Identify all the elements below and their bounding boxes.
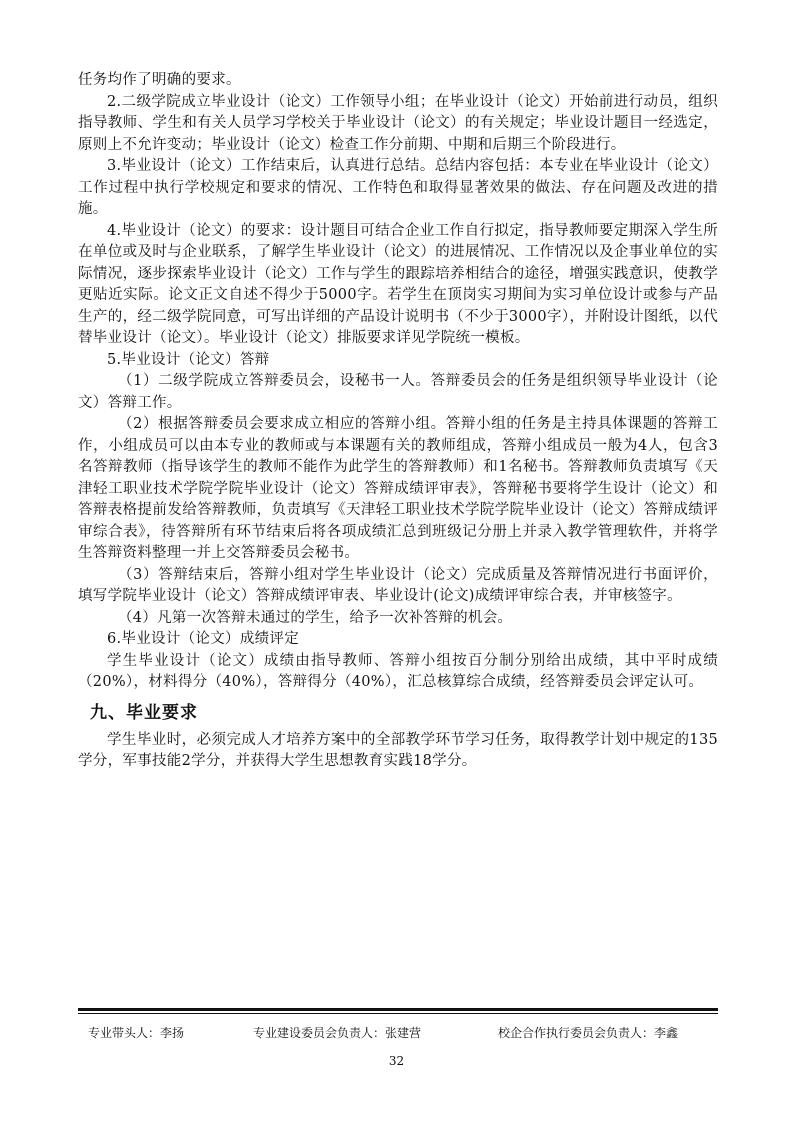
body-paragraph: （1）二级学院成立答辩委员会，设秘书一人。答辩委员会的任务是组织领导毕业设计（论文）答辩工作。 xyxy=(78,373,718,411)
section-heading: 九、毕业要求 xyxy=(90,702,198,723)
body-paragraph: （3）答辩结束后，答辩小组对学生毕业设计（论文）完成质量及答辩情况进行书面评价，填写学院毕业设计（论文）答辩成绩评审表、毕业设计(论文)成绩评审综合表，并审核签字。 xyxy=(78,566,718,604)
body-paragraph: （2）根据答辩委员会要求成立相应的答辩小组。答辩小组的任务是主持具体课题的答辩工作，小组成员可以由本专业的教师或与本课题有关的教师组成，答辩小组成员一般为4人，包含3名答辩教师（指导该学生的教师不能作为此学生的答辩教师）和1名秘书。答辩教师负责填写《天津轻工职业技术学院学院毕业设计（论文）答辩成绩评审表》，答辩秘书要将学生设计（论文）和答辩表格提前发给答辩教师，负责填写《天津轻工职业技术学院学院毕业设计（论文）答辩成绩评审综合表》，待答辩所有环节结束后将各项成绩汇总到班级记分册上并录入教学管理软件，并将学生答辩资料整理一并上交答辩委员会秘书。 xyxy=(78,416,718,561)
document-body xyxy=(78,70,718,773)
body-paragraph: 5.毕业设计（论文）答辩 xyxy=(107,351,270,368)
body-paragraph: 2.二级学院成立毕业设计（论文）工作领导小组；在毕业设计（论文）开始前进行动员，组织指导教师、学生和有关人员学习学校关于毕业设计（论文）的有关规定；毕业设计题目一经选定，原则上不允许变动；毕业设计（论文）检查工作分前期、中期和后期三个阶段进行。 xyxy=(78,93,718,153)
footer-rule-thin xyxy=(78,1013,718,1014)
body-paragraph: 学生毕业设计（论文）成绩由指导教师、答辩小组按百分制分别给出成绩，其中平时成绩（20%），材料得分（40%），答辩得分（40%），汇总核算综合成绩，经答辩委员会评定认可。 xyxy=(78,652,718,690)
body-paragraph: 3.毕业设计（论文）工作结束后，认真进行总结。总结内容包括：本专业在毕业设计（论文）工作过程中执行学校规定和要求的情况、工作特色和取得显著效果的做法、存在问题及改进的措施。 xyxy=(78,158,718,217)
footer-committee: 专业建设委员会负责人：张建营 xyxy=(253,1026,422,1040)
body-paragraph: 6.毕业设计（论文）成绩评定 xyxy=(107,631,300,647)
body-paragraph: （4）凡第一次答辩未通过的学生，给予一次补答辩的机会。 xyxy=(118,609,513,626)
graduation-requirement-paragraph: 学生毕业时，必须完成人才培养方案中的全部教学环节学习任务，取得教学计划中规定的135学分，军事技能2学分，并获得大学生思想教育实践18学分。 xyxy=(78,731,718,769)
body-paragraph: 任务均作了明确的要求。 xyxy=(78,72,241,88)
paragraph-list xyxy=(78,70,718,694)
page-number: 32 xyxy=(388,1054,405,1068)
body-paragraph: 4.毕业设计（论文）的要求：设计题目可结合企业工作自行拟定，指导教师要定期深入学生所在单位或及时与企业联系，了解学生毕业设计（论文）的进展情况、工作情况以及企事业单位的实际情况，逐步探索毕业设计（论文）工作与学生的跟踪培养相结合的途径，增强实践意识，使教学更贴近实际。论文正文自述不得少于5000字。若学生在顶岗实习期间为实习单位设计或参与产品生产的，经二级学院同意，可写出详细的产品设计说明书（不少于3000字），并附设计图纸，以代替毕业设计（论文）。毕业设计（论文）排版要求详见学院统一模板。 xyxy=(78,222,718,346)
footer-rule-thick xyxy=(78,1008,718,1011)
footer-lead: 专业带头人：李扬 xyxy=(88,1026,185,1040)
footer-coop: 校企合作执行委员会负责人：李鑫 xyxy=(498,1026,679,1040)
